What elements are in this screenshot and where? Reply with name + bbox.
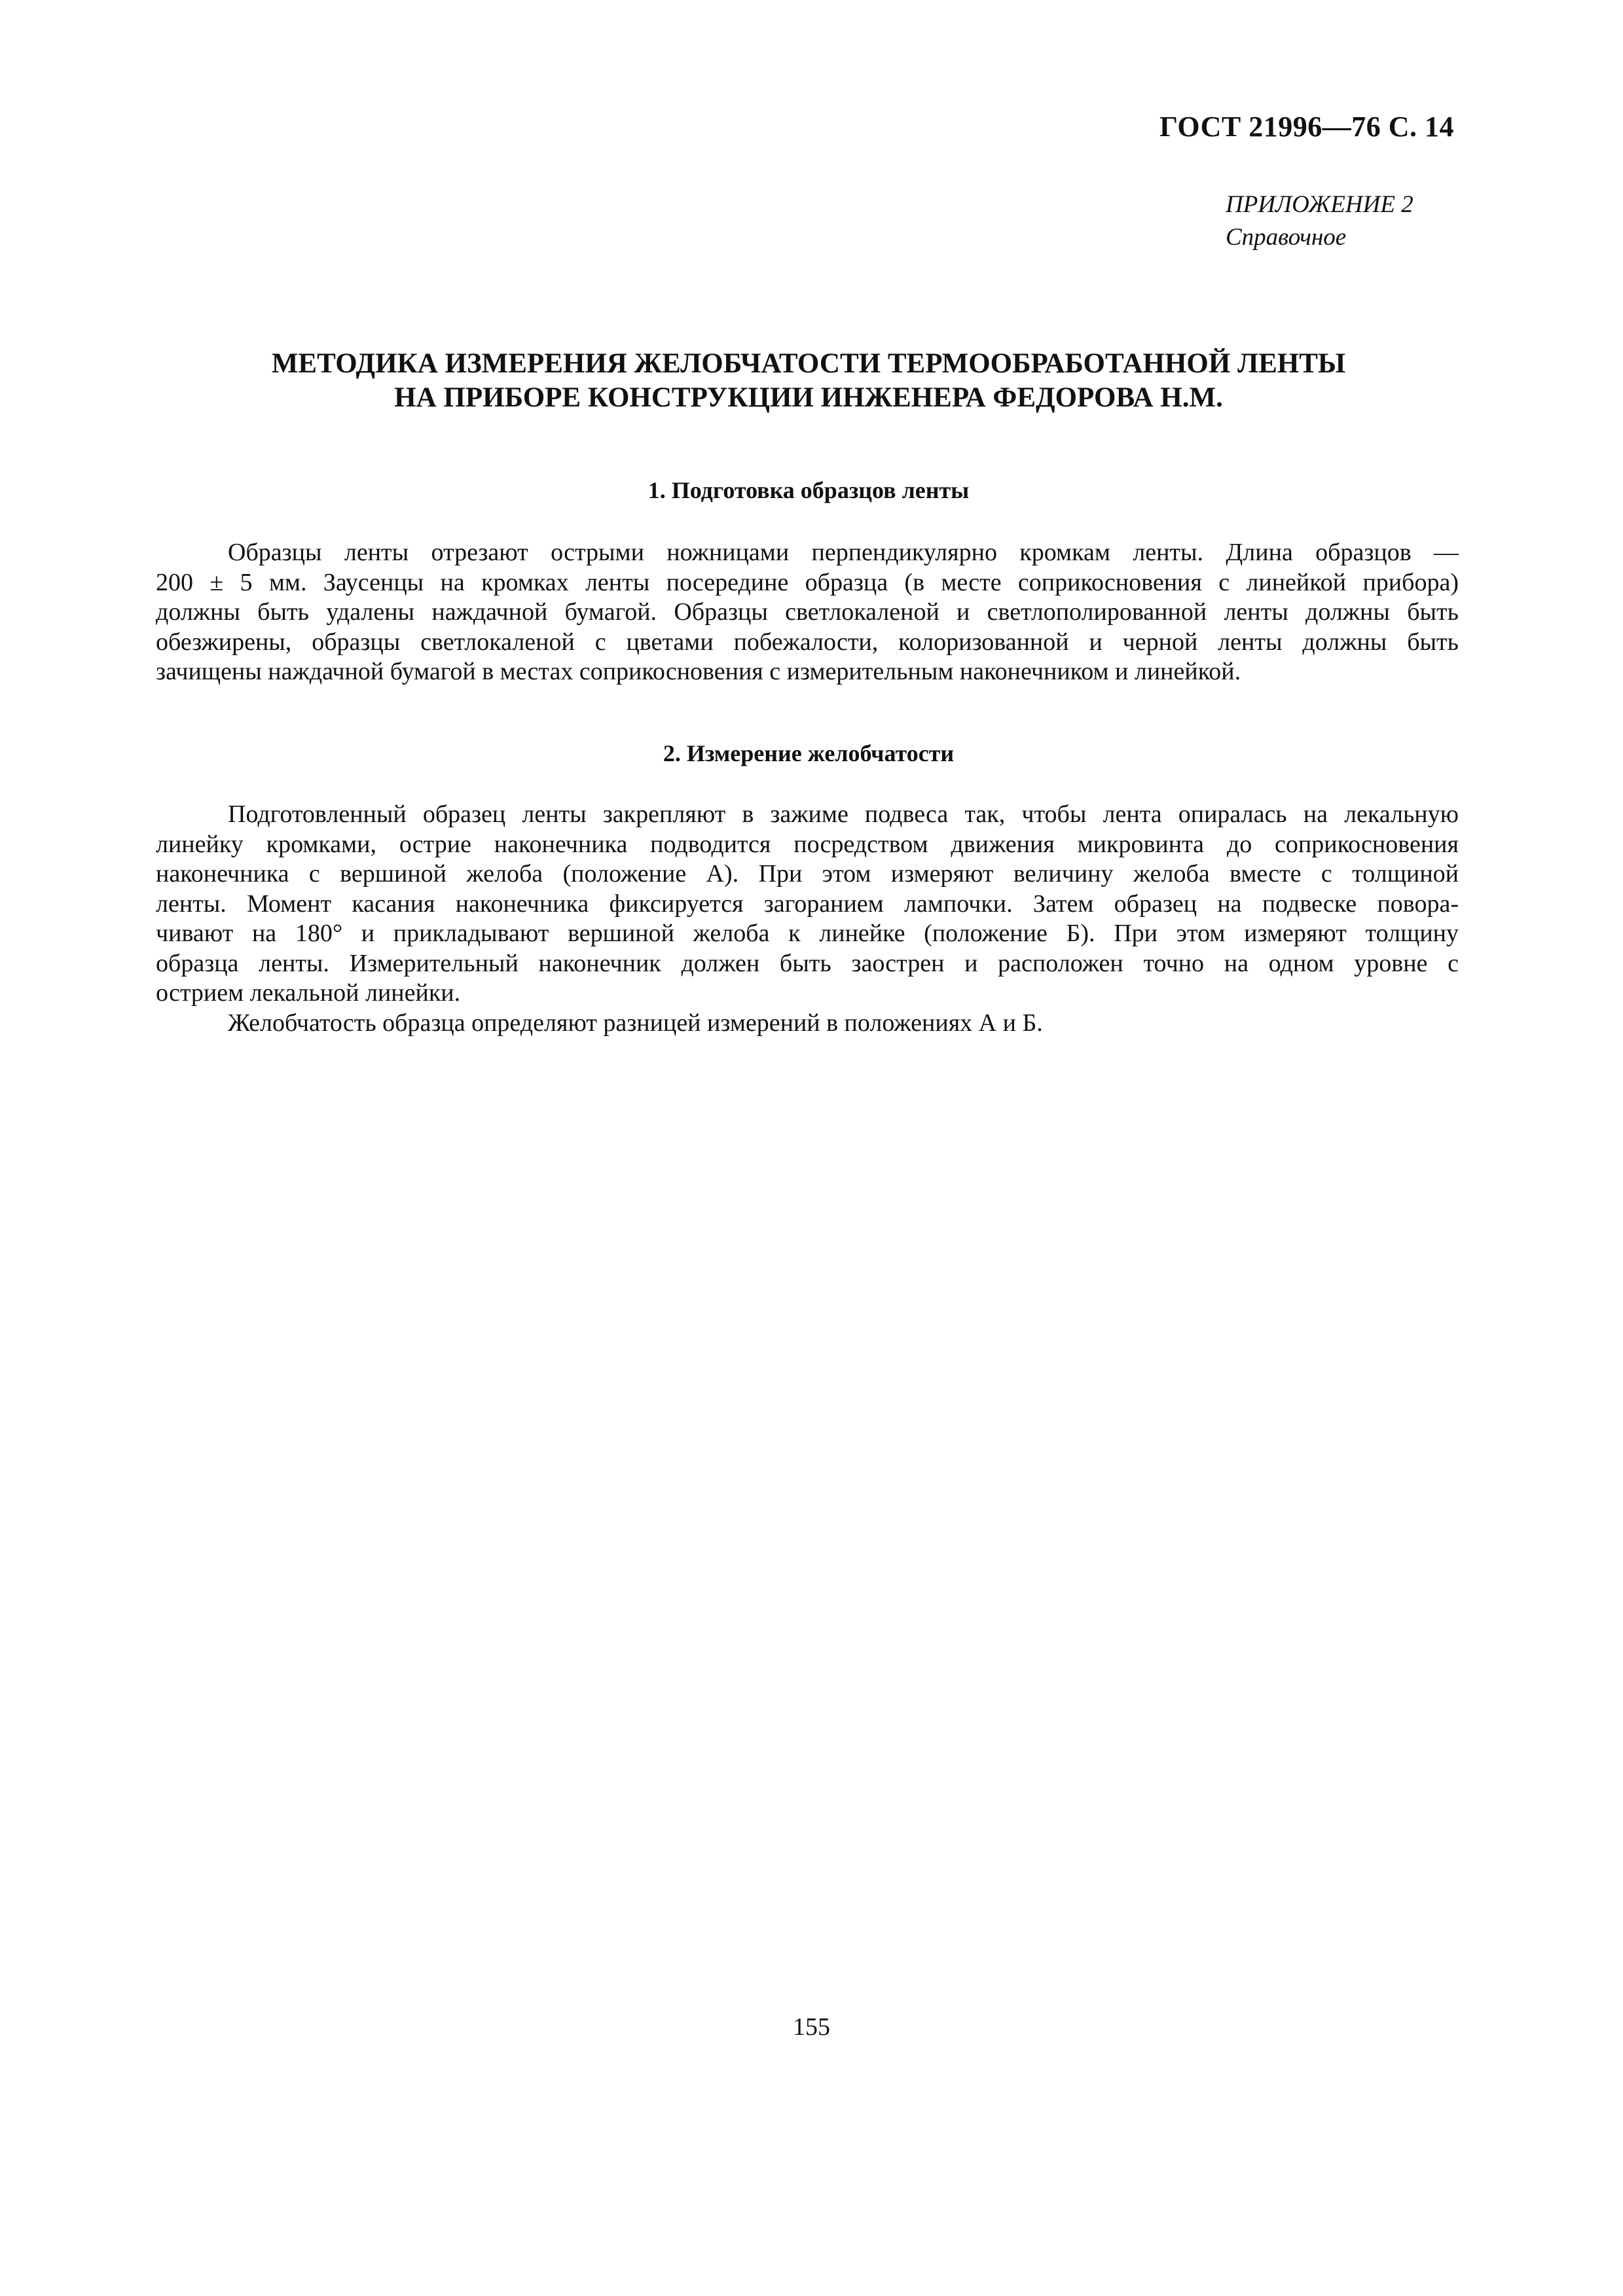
text-line: образца ленты. Измерительный наконечник должен быть заострен и расположен точно на одном уровне с — [156, 949, 1459, 977]
text-line: чивают на 180° и прикладывают вершиной желоба к линейке (положение Б). При этом измеряют толщину — [156, 920, 1459, 947]
appendix-number: ПРИЛОЖЕНИЕ 2 — [1226, 191, 1413, 218]
text-line: обезжирены, образцы светлокаленой с цветами побежалости, колоризованной и черной ленты должны быть — [156, 628, 1459, 656]
document-header: ГОСТ 21996—76 С. 14 — [1159, 111, 1454, 143]
text-line: острием лекальной линейки. — [156, 979, 461, 1007]
document-title — [154, 347, 1463, 415]
section-2-paragraph — [156, 800, 1459, 1038]
title-line-1: МЕТОДИКА ИЗМЕРЕНИЯ ЖЕЛОБЧАТОСТИ ТЕРМООБРАБОТАННОЙ ЛЕНТЫ — [271, 348, 1346, 379]
text-line: 200 ± 5 мм. Заусенцы на кромках ленты посередине образца (в месте соприкосновения с линейкой прибора) — [156, 568, 1459, 596]
page-number: 155 — [793, 2013, 830, 2041]
text-line: зачищены наждачной бумагой в местах соприкосновения с измерительным наконечником и линейкой. — [156, 658, 1241, 685]
text-line: Образцы ленты отрезают острыми ножницами перпендикулярно кромкам ленты. Длина образцов — — [228, 539, 1459, 566]
text-line: ленты. Момент касания наконечника фиксируется загоранием лампочки. Затем образец на подвеске повора- — [156, 889, 1459, 918]
section-heading-1: 1. Подготовка образцов ленты — [647, 477, 970, 503]
text-line: Желобчатость образца определяют разницей измерений в положениях А и Б. — [228, 1009, 1043, 1037]
text-line: линейку кромками, острие наконечника подводится посредством движения микровинта до соприкосновения — [156, 830, 1459, 858]
text-line: должны быть удалены наждачной бумагой. Образцы светлокаленой и светлополированной ленты должны быть — [156, 598, 1459, 626]
appendix-type: Справочное — [1226, 224, 1347, 251]
appendix-label-block — [1226, 188, 1413, 254]
section-heading-2: 2. Измерение желобчатости — [663, 740, 955, 766]
text-line: Подготовленный образец ленты закрепляют в зажиме подвеса так, чтобы лента опиралась на лекальную — [228, 800, 1459, 828]
text-line: наконечника с вершиной желоба (положение А). При этом измеряют величину желоба вместе с толщиной — [156, 860, 1459, 888]
section-1-paragraph — [156, 538, 1459, 687]
title-line-2: НА ПРИБОРЕ КОНСТРУКЦИИ ИНЖЕНЕРА ФЕДОРОВА Н.М. — [394, 382, 1223, 413]
